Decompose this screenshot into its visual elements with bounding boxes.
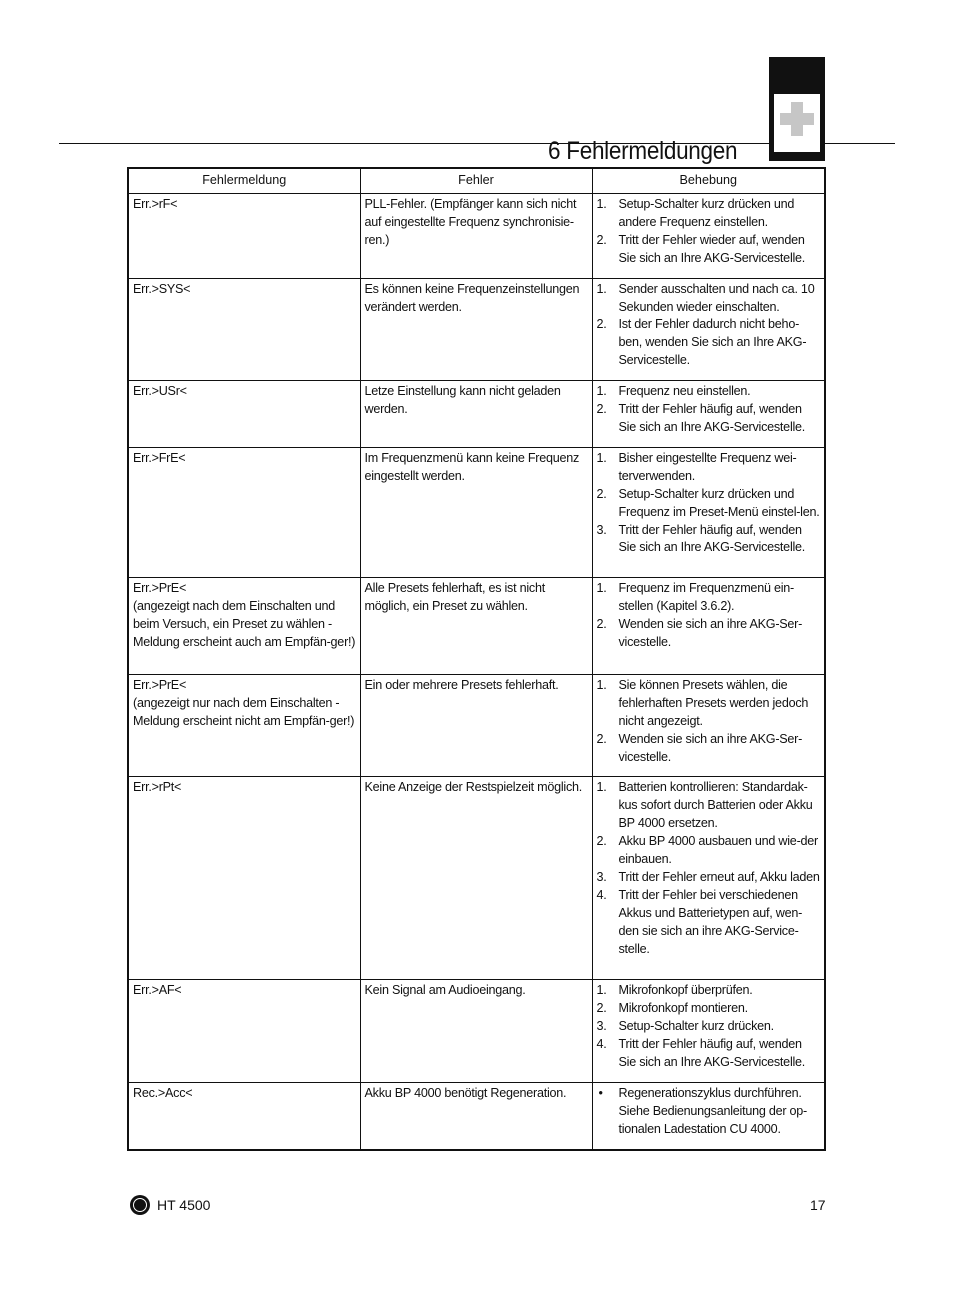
error-code: Rec.>Acc< xyxy=(133,1085,193,1100)
step-text: Frequenz neu einstellen. xyxy=(618,384,751,399)
step-number: 1. xyxy=(596,197,607,211)
table-row xyxy=(128,381,825,448)
error-code-cell xyxy=(128,278,360,381)
table-row xyxy=(128,577,825,674)
remedy-cell xyxy=(592,278,825,381)
step-text: Sie können Presets wählen, die fehlerhaften Presets werden jedoch nicht angezeigt. xyxy=(618,677,809,728)
table-row xyxy=(128,674,825,777)
step-text: Tritt der Fehler wieder auf, wenden Sie sich an Ihre AKG-Servicestelle. xyxy=(618,232,806,265)
step-text: Setup-Schalter kurz drücken und Frequenz im Preset-Menü einstel-len. xyxy=(618,486,820,519)
step-text: Mikrofonkopf montieren. xyxy=(618,1001,748,1016)
fault-description: Es können keine Frequenzeinstellungen verändert werden. xyxy=(360,278,592,381)
error-code-cell xyxy=(128,447,360,577)
error-code-cell xyxy=(128,577,360,674)
step-number: 2. xyxy=(596,317,607,332)
table-row xyxy=(128,777,825,980)
step-text: Ist der Fehler dadurch nicht beho-ben, wenden Sie sich an Ihre AKG-Servicestelle. xyxy=(618,317,807,368)
remedy-cell xyxy=(592,1082,825,1149)
step-number: 1. xyxy=(596,677,607,692)
error-code: Err.>PrE< xyxy=(133,677,187,692)
error-code-note: (angezeigt nach dem Einschalten und beim Versuch, ein Preset zu wählen - Meldung erscheint auch am Empfän-ger!) xyxy=(133,598,356,649)
error-code-cell xyxy=(128,980,360,1083)
remedy-steps xyxy=(597,982,822,1072)
remedy-step xyxy=(597,616,822,652)
table-row xyxy=(128,1082,825,1149)
remedy-steps xyxy=(597,450,822,557)
error-code-cell xyxy=(128,777,360,980)
section-tab xyxy=(769,57,825,161)
footer-model: HT 4500 xyxy=(157,1197,211,1213)
remedy-step xyxy=(597,450,822,486)
step-text: Tritt der Fehler häufig auf, wenden Sie sich an Ihre AKG-Servicestelle. xyxy=(618,1037,806,1070)
bullet-icon: • xyxy=(598,1085,603,1100)
remedy-step xyxy=(597,522,822,558)
fault-description: Keine Anzeige der Restspielzeit möglich. xyxy=(360,777,592,980)
remedy-cell xyxy=(592,577,825,674)
step-text: Tritt der Fehler häufig auf, wenden Sie sich an Ihre AKG-Servicestelle. xyxy=(618,522,806,555)
remedy-step xyxy=(597,833,822,869)
step-number: 1. xyxy=(596,580,607,595)
step-text: Frequenz im Frequenzmenü ein-stellen (Kapitel 3.6.2). xyxy=(618,580,794,613)
akg-logo-icon xyxy=(130,1195,150,1215)
page-title: 6 Fehlermeldungen xyxy=(548,136,738,165)
remedy-cell xyxy=(592,381,825,448)
remedy-step xyxy=(597,232,822,268)
step-number: 2. xyxy=(596,834,607,849)
remedy-step xyxy=(597,1018,822,1036)
fault-description: Kein Signal am Audioeingang. xyxy=(360,980,592,1083)
step-number: 4. xyxy=(596,887,607,902)
remedy-step xyxy=(597,1000,822,1018)
remedy-step xyxy=(597,779,822,833)
table-row xyxy=(128,980,825,1083)
step-number: 2. xyxy=(596,402,607,417)
remedy-step xyxy=(597,869,822,887)
step-number: 2. xyxy=(596,616,607,631)
remedy-step xyxy=(597,677,822,731)
remedy-step xyxy=(597,731,822,767)
step-text: Mikrofonkopf überprüfen. xyxy=(618,983,753,998)
remedy-step xyxy=(597,887,822,959)
remedy-cell xyxy=(592,674,825,777)
remedy-step xyxy=(597,316,822,370)
fault-description: Ein oder mehrere Presets fehlerhaft. xyxy=(360,674,592,777)
step-number: 1. xyxy=(596,450,607,465)
fault-description: PLL-Fehler. (Empfänger kann sich nicht auf eingestellte Frequenz synchronisie-ren.) xyxy=(360,194,592,279)
table-header-row xyxy=(128,168,825,194)
remedy-step xyxy=(597,401,822,437)
page-number: 17 xyxy=(810,1197,826,1213)
remedy-steps xyxy=(597,779,822,958)
error-code: Err.>rPt< xyxy=(133,780,182,795)
remedy-cell xyxy=(592,194,825,279)
table-row xyxy=(128,447,825,577)
fault-description: Letze Einstellung kann nicht geladen werden. xyxy=(360,381,592,448)
column-header-fehler: Fehler xyxy=(360,168,592,194)
table-body xyxy=(128,194,825,1150)
error-code-note: (angezeigt nur nach dem Einschalten - Meldung erscheint nicht am Empfän-ger!) xyxy=(133,695,355,728)
remedy-step xyxy=(597,196,822,232)
error-code: Err.>PrE< xyxy=(133,580,187,595)
table-row xyxy=(128,278,825,381)
remedy-cell xyxy=(592,980,825,1083)
remedy-step xyxy=(597,383,822,401)
error-table xyxy=(127,167,826,1151)
step-number: 2. xyxy=(596,486,607,501)
error-code: Err.>FrE< xyxy=(133,450,186,465)
remedy-bullet xyxy=(597,1085,822,1139)
remedy-cell xyxy=(592,777,825,980)
step-text: Akku BP 4000 ausbauen und wie-der einbauen. xyxy=(618,834,818,867)
remedy-step xyxy=(597,580,822,616)
remedy-bullets xyxy=(597,1085,822,1139)
remedy-step xyxy=(597,281,822,317)
error-code: Err.>rF< xyxy=(133,197,178,211)
remedy-cell xyxy=(592,447,825,577)
remedy-steps xyxy=(597,383,822,437)
error-code: Err.>AF< xyxy=(133,983,182,998)
remedy-steps xyxy=(597,677,822,767)
section-tab-inset xyxy=(774,94,820,152)
table-row xyxy=(128,194,825,279)
step-number: 4. xyxy=(596,1037,607,1052)
error-code-cell xyxy=(128,194,360,279)
remedy-steps xyxy=(597,281,822,371)
step-text: Wenden sie sich an ihre AKG-Ser-vicestelle. xyxy=(618,616,803,649)
bullet-text: Regenerationszyklus durchführen. Siehe Bedienungsanleitung der op-tionalen Ladestation CU 4000. xyxy=(618,1085,808,1136)
step-text: Wenden sie sich an ihre AKG-Ser-vicestelle. xyxy=(618,731,803,764)
remedy-steps xyxy=(597,196,822,268)
step-number: 3. xyxy=(596,522,607,537)
step-number: 1. xyxy=(596,780,607,795)
error-code-cell xyxy=(128,1082,360,1149)
step-text: Setup-Schalter kurz drücken. xyxy=(618,1019,774,1034)
step-number: 1. xyxy=(596,384,607,399)
step-text: Tritt der Fehler bei verschiedenen Akkus und Batterietypen auf, wen-den sie sich an ihre AKG-Service-stelle. xyxy=(618,887,803,956)
error-code-cell xyxy=(128,674,360,777)
step-number: 2. xyxy=(596,232,607,247)
cross-icon xyxy=(780,102,814,136)
step-text: Bisher eingestellte Frequenz wei-terverwenden. xyxy=(618,450,797,483)
step-number: 1. xyxy=(596,983,607,998)
column-header-fehlermeldung: Fehlermeldung xyxy=(128,168,360,194)
step-text: Tritt der Fehler erneut auf, Akku laden xyxy=(618,869,820,884)
fault-description: Alle Presets fehlerhaft, es ist nicht möglich, ein Preset zu wählen. xyxy=(360,577,592,674)
remedy-step xyxy=(597,1036,822,1072)
fault-description: Akku BP 4000 benötigt Regeneration. xyxy=(360,1082,592,1149)
remedy-steps xyxy=(597,580,822,652)
step-number: 1. xyxy=(596,281,607,296)
remedy-step xyxy=(597,486,822,522)
fault-description: Im Frequenzmenü kann keine Frequenz eingestellt werden. xyxy=(360,447,592,577)
step-number: 2. xyxy=(596,1001,607,1016)
error-code: Err.>SYS< xyxy=(133,281,191,296)
step-text: Batterien kontrollieren: Standardak-kus sofort durch Batterien oder Akku BP 4000 ersetzen. xyxy=(618,780,813,831)
step-text: Setup-Schalter kurz drücken und andere Frequenz einstellen. xyxy=(618,197,795,229)
step-text: Sender ausschalten und nach ca. 10 Sekunden wieder einschalten. xyxy=(618,281,815,314)
column-header-behebung: Behebung xyxy=(592,168,825,194)
error-code: Err.>USr< xyxy=(133,384,187,399)
remedy-step xyxy=(597,982,822,1000)
error-code-cell xyxy=(128,381,360,448)
step-number: 2. xyxy=(596,731,607,746)
step-text: Tritt der Fehler häufig auf, wenden Sie sich an Ihre AKG-Servicestelle. xyxy=(618,402,806,434)
step-number: 3. xyxy=(596,1019,607,1034)
step-number: 3. xyxy=(596,869,607,884)
